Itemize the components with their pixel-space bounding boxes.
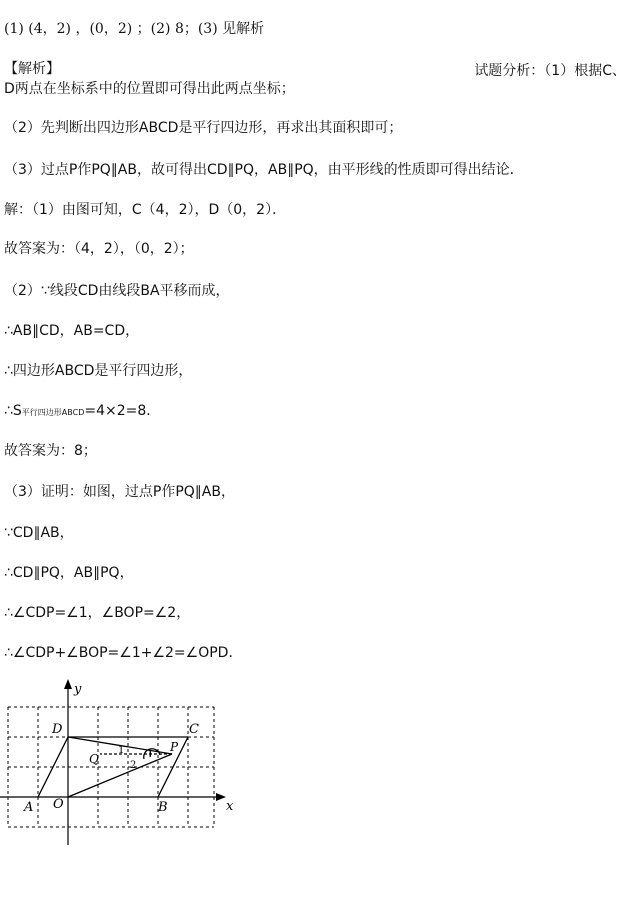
- area-formula: [4, 402, 160, 422]
- point-o-label: O: [53, 797, 64, 812]
- angle-2-label: 2: [130, 760, 137, 771]
- area-value: =4×2=8．: [84, 403, 161, 419]
- analysis-line-1: D两点在坐标系中的位置即可得出此两点坐标；: [4, 81, 295, 97]
- solution-line-2: 故答案为：（4，2），（0，2）；: [4, 241, 194, 257]
- solution-line-4: ∴AB∥CD，AB=CD，: [4, 323, 140, 339]
- solution-line-1: 解：（1）由图可知，C（4，2），D（0，2）．: [4, 202, 287, 218]
- y-axis-label: y: [74, 682, 82, 697]
- point-q-label: Q: [89, 752, 99, 766]
- proof-line-1: （3）证明：如图，过点P作PQ∥AB，: [4, 484, 235, 500]
- solution-line-5: ∴四边形ABCD是平行四边形，: [4, 363, 193, 379]
- analysis-line-3: （3）过点P作PQ∥AB，故可得出CD∥PQ，AB∥PQ，由平形线的性质即可得出结论．: [4, 162, 524, 178]
- analysis-line-2: （2）先判断出四边形ABCD是平行四边形，再求出其面积即可；: [4, 120, 403, 136]
- point-a-label: A: [24, 800, 34, 815]
- point-b-label: B: [158, 800, 168, 815]
- point-c-label: C: [189, 722, 199, 737]
- solution-line-3: （2）∵线段CD由线段BA平移而成，: [4, 283, 230, 299]
- solution-line-7: 故答案为：8；: [4, 443, 97, 459]
- x-axis-label: x: [226, 799, 234, 814]
- answer-header: (1) (4，2) ，(0，2) ；(2) 8；(3) 见解析: [4, 21, 265, 37]
- proof-line-2: ∵CD∥AB，: [4, 525, 74, 541]
- proof-line-5: ∴∠CDP+∠BOP=∠1+∠2=∠OPD．: [4, 645, 243, 661]
- point-p-label: P: [170, 740, 179, 754]
- proof-line-3: ∴CD∥PQ，AB∥PQ，: [4, 565, 134, 581]
- proof-line-4: ∴∠CDP=∠1，∠BOP=∠2，: [4, 605, 191, 621]
- area-symbol: ∴S: [4, 403, 22, 419]
- analysis-intro: 试题分析：（1）根据C、: [474, 63, 626, 79]
- analysis-label: 【解析】: [4, 61, 60, 77]
- area-subscript: 平行四边形ABCD: [21, 408, 85, 417]
- point-d-label: D: [52, 722, 63, 737]
- angle-1-label: 1: [118, 745, 125, 756]
